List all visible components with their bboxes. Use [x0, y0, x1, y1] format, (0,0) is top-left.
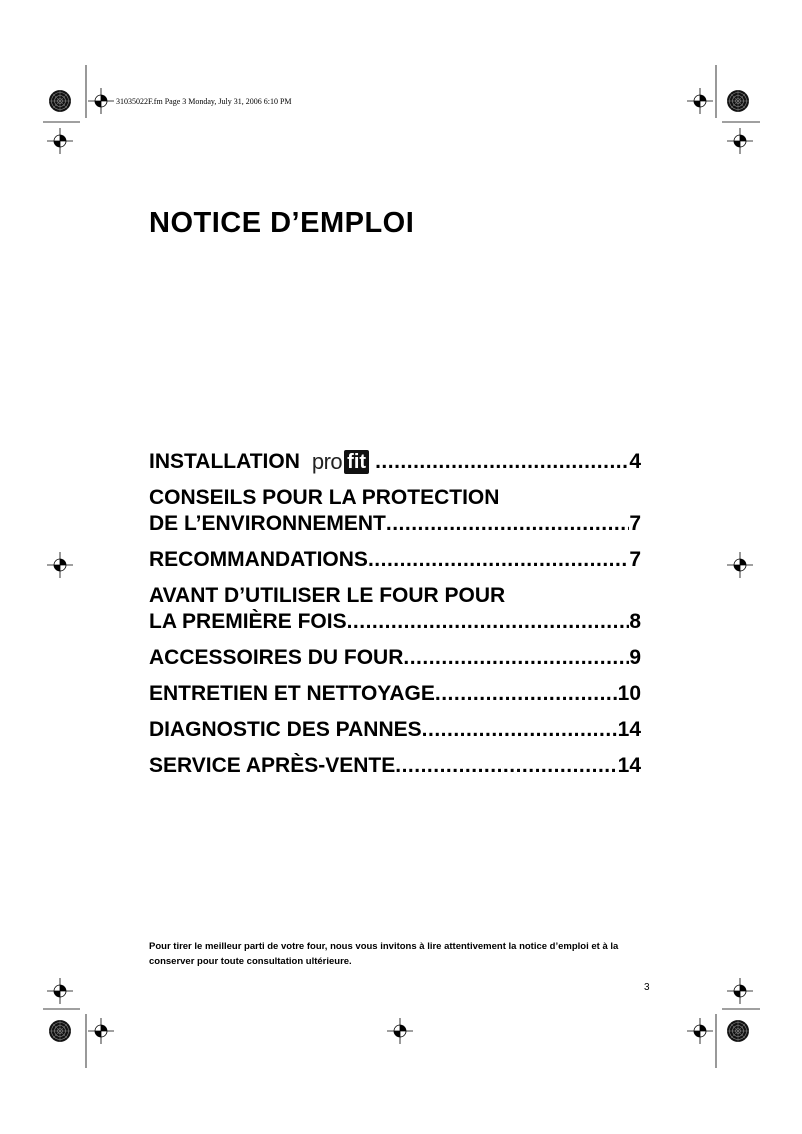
toc-line	[149, 753, 641, 779]
toc-label: SERVICE APRÈS-VENTE	[149, 754, 396, 777]
profit-logo	[312, 449, 369, 475]
footnote: Pour tirer le meilleur parti de votre four, nous vous invitons à lire attentivement la notice d’emploi et à la conserver pour toute consultation ultérieure.	[149, 941, 619, 967]
toc-page-number: 8	[629, 610, 641, 633]
page-number: 3	[644, 982, 650, 993]
toc-label: CONSEILS POUR LA PROTECTION	[149, 486, 500, 509]
toc-leader-dots	[347, 609, 630, 635]
toc-label: RECOMMANDATIONS	[149, 548, 368, 571]
toc-label: ACCESSOIRES DU FOUR	[149, 646, 404, 669]
toc-page-number: 14	[617, 754, 641, 777]
toc-leader-dots	[422, 717, 618, 743]
toc-leader-dots	[386, 511, 629, 537]
toc-line	[149, 681, 641, 707]
toc-line	[149, 449, 641, 475]
toc-line	[149, 547, 641, 573]
toc-entry[interactable]	[149, 681, 641, 707]
page-title: NOTICE D’EMPLOI	[149, 207, 415, 239]
profit-logo-fit: fit	[344, 450, 369, 474]
toc-line	[149, 583, 641, 609]
toc-leader-dots	[375, 449, 629, 475]
toc-label: AVANT D’UTILISER LE FOUR POUR	[149, 584, 506, 607]
toc-entry[interactable]	[149, 717, 641, 743]
toc-page-number: 10	[617, 682, 641, 705]
toc-entry[interactable]	[149, 449, 641, 475]
toc-label: INSTALLATION	[149, 450, 300, 473]
toc-entry[interactable]	[149, 753, 641, 779]
toc-entry[interactable]	[149, 583, 641, 635]
toc-line	[149, 485, 641, 511]
toc-line	[149, 717, 641, 743]
toc-leader-dots	[403, 645, 629, 671]
toc-leader-dots	[368, 547, 629, 573]
toc-entry[interactable]	[149, 485, 641, 537]
toc-page-number: 7	[629, 548, 641, 571]
toc-line	[149, 609, 641, 635]
file-header: 31035022F.fm Page 3 Monday, July 31, 2006 6:10 PM	[116, 97, 292, 106]
toc-label: DE L’ENVIRONNEMENT	[149, 512, 386, 535]
toc-label: LA PREMIÈRE FOIS	[149, 610, 347, 633]
toc-page-number: 14	[617, 718, 641, 741]
toc-entry[interactable]	[149, 645, 641, 671]
toc-label: DIAGNOSTIC DES PANNES	[149, 718, 422, 741]
toc-page-number: 4	[629, 450, 641, 473]
toc-line	[149, 645, 641, 671]
toc-leader-dots	[395, 753, 617, 779]
profit-logo-pro: pro	[311, 449, 343, 474]
table-of-contents	[149, 449, 641, 789]
toc-leader-dots	[435, 681, 618, 707]
toc-label: ENTRETIEN ET NETTOYAGE	[149, 682, 435, 705]
toc-page-number: 7	[629, 512, 641, 535]
toc-entry[interactable]	[149, 547, 641, 573]
toc-page-number: 9	[629, 646, 641, 669]
toc-line	[149, 511, 641, 537]
